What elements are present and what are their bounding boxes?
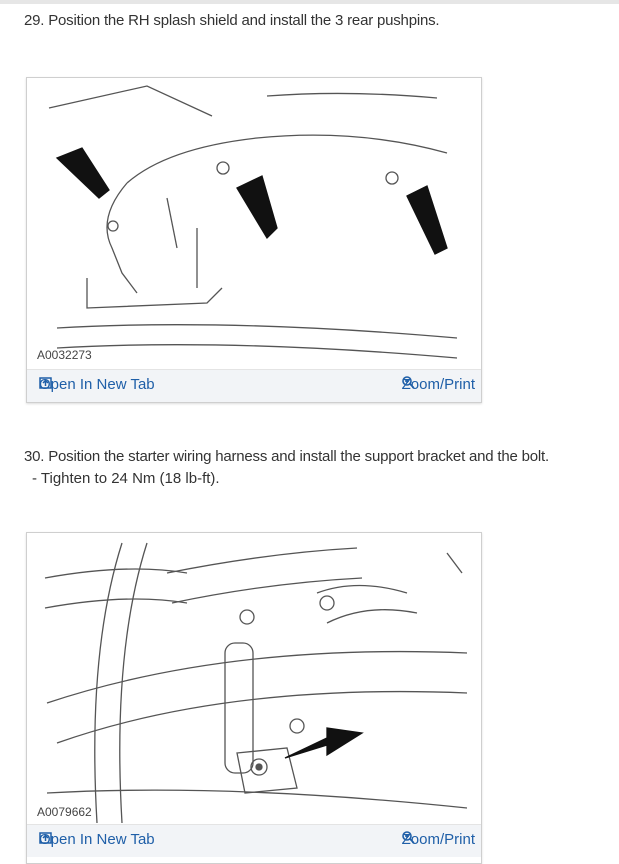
figure-step-29 [26, 77, 482, 403]
figure-footer [27, 369, 481, 402]
zoom-icon [402, 376, 415, 389]
zoom-print-label: Zoom/Print [401, 831, 475, 848]
open-in-new-tab-link[interactable] [39, 376, 155, 393]
step-30-text: 30. Position the starter wiring harness and install the support bracket and the bolt. [24, 448, 549, 465]
zoom-print-link[interactable] [402, 376, 475, 393]
figure-step-30 [26, 532, 482, 864]
arrow-icon [57, 148, 109, 198]
open-in-new-tab-label: Open In New Tab [39, 376, 155, 393]
figure-footer [27, 824, 481, 857]
top-border [0, 0, 619, 4]
step-29-text: 29. Position the RH splash shield and install the 3 rear pushpins. [24, 12, 440, 29]
zoom-icon [402, 831, 415, 844]
open-new-tab-icon [39, 831, 52, 844]
open-new-tab-icon [39, 376, 52, 389]
open-in-new-tab-label: Open In New Tab [39, 831, 155, 848]
zoom-print-link[interactable] [402, 831, 475, 848]
figure-id: A0032273 [37, 348, 92, 362]
step-30-torque-spec: - Tighten to 24 Nm (18 lb-ft). [32, 470, 220, 487]
arrow-icon [237, 176, 277, 238]
starter-harness-illustration [27, 533, 481, 825]
open-in-new-tab-link[interactable] [39, 831, 155, 848]
arrow-icon [407, 186, 447, 254]
splash-shield-illustration [27, 78, 481, 370]
figure-id: A0079662 [37, 805, 92, 819]
zoom-print-label: Zoom/Print [401, 376, 475, 393]
